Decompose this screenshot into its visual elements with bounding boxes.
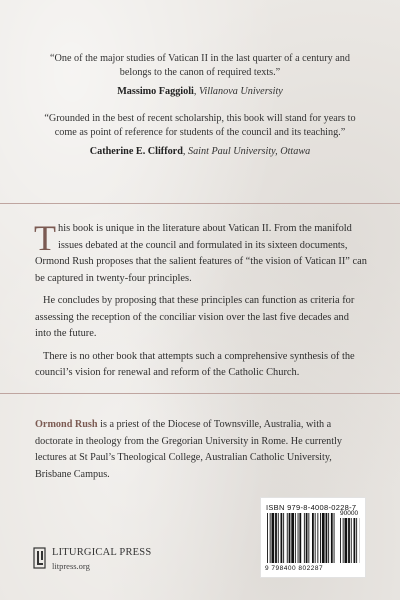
- drop-cap: T: [34, 218, 56, 258]
- publisher-url: litpress.org: [52, 561, 90, 571]
- endorsement: [40, 112, 360, 159]
- divider: [0, 203, 400, 204]
- divider: [0, 393, 400, 394]
- author-bio-text: is a priest of the Diocese of Townsville, Australia, with a doctorate in theology from the Gregorian University in Rome. He currently lectures at St Paul’s Theological College, Australian Catholic University, Brisbane Campus.: [35, 419, 342, 480]
- publisher-block: [33, 545, 163, 575]
- endorsement-quote: “One of the major studies of Vatican II in the last quarter of a century and belongs to the canon of required texts.”: [50, 53, 350, 78]
- description-paragraph: [34, 218, 367, 287]
- endorsements: [40, 52, 360, 159]
- description-paragraph: He concludes by proposing that these principles can function as criteria for assessing the reception of the conciliar vision over the last five decades and into the future.: [35, 295, 355, 339]
- price-barcode-icon: [340, 518, 360, 563]
- endorser-name: Massimo Faggioli: [117, 86, 194, 97]
- publisher-name: LITURGICAL PRESS: [52, 547, 152, 558]
- description-paragraph: There is no other book that attempts such a comprehensive synthesis of the council’s vision for renewal and reform of the Catholic Church.: [35, 350, 355, 378]
- author-name: Ormond Rush: [35, 419, 98, 430]
- barcode-digits: 9 798400 802287: [265, 565, 324, 572]
- endorsement-quote: “Grounded in the best of recent scholarship, this book will stand for years to come as point of reference for students of the council and its teaching.”: [44, 113, 356, 138]
- publisher-logo-icon: [33, 547, 46, 569]
- endorser-name: Catherine E. Clifford: [89, 146, 183, 157]
- endorsement: [40, 52, 360, 99]
- endorser-affiliation: Villanova University: [198, 86, 283, 97]
- endorsement-attribution: Massimo Faggioli, Villanova University: [117, 86, 283, 97]
- endorser-affiliation: Saint Paul University, Ottawa: [187, 146, 311, 157]
- price-code: 90000: [340, 510, 359, 517]
- endorsement-attribution: Catherine E. Clifford, Saint Paul University, Ottawa: [89, 146, 311, 157]
- author-bio: [35, 417, 365, 483]
- barcode-bars-icon: [267, 513, 337, 563]
- isbn-barcode: [260, 497, 366, 578]
- book-description: [34, 218, 367, 382]
- description-text: his book is unique in the literature about Vatican II. From the manifold issues debated at the council and formulated in its sixteen documents, Ormond Rush proposes that the salient features of “the vision of Vatican II” can be captured in twenty-four principles.: [35, 223, 367, 284]
- isbn-label: ISBN 979-8-4008-0228-7: [266, 503, 357, 512]
